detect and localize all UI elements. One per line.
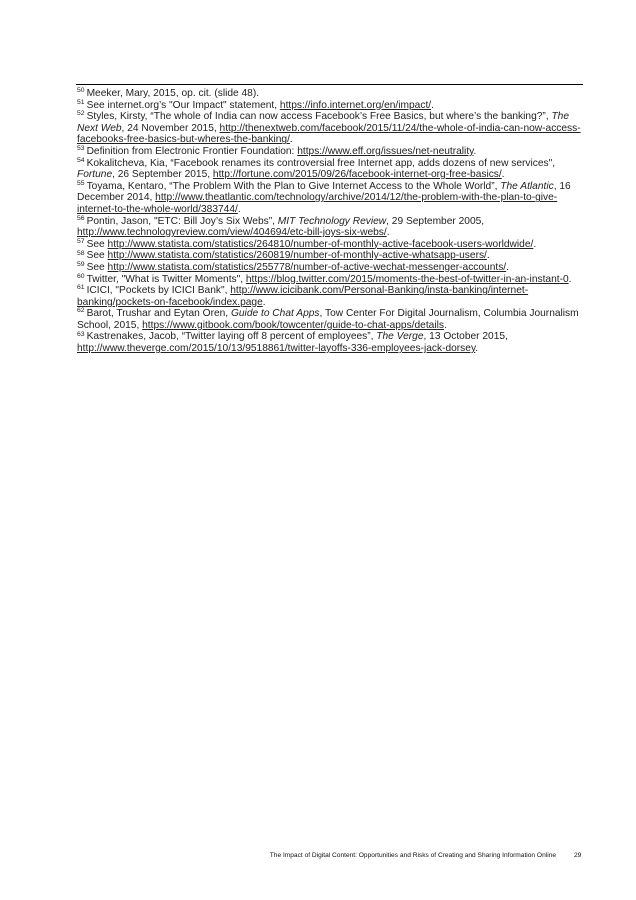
footnote-text: Styles, Kirsty, “The whole of India can now access Facebook’s Free Basics, but where’s the banking?”, (86, 111, 552, 123)
footnote-text: . (431, 99, 434, 111)
footnote-link[interactable]: https://www.eff.org/issues/net-neutrality (297, 145, 474, 157)
footnote-number: 56 (77, 214, 85, 222)
footnote-text: , 29 September 2005, (386, 215, 485, 227)
footnote-text: , Tow Center For Digital Journalism, Columbia Journalism School, 2015, (77, 308, 579, 331)
footnote-number: 50 (77, 87, 85, 95)
publication-title: The Verge (376, 331, 424, 343)
page-number: 29 (574, 852, 582, 859)
footnote-text: , 26 September 2015, (112, 169, 213, 181)
footnote-text: . (486, 250, 490, 262)
footnote-number: 52 (77, 110, 85, 118)
footnote-number: 51 (77, 98, 85, 106)
footnote-number: 53 (77, 145, 85, 153)
footnote-number: 61 (77, 284, 85, 292)
footnote-50 (77, 88, 585, 100)
footnote-text: . (473, 145, 477, 157)
footnote-52 (77, 111, 585, 146)
footnote-link[interactable]: https://www.gitbook.com/book/towcenter/guide-to-chat-apps/details (142, 319, 444, 331)
publication-title: Guide to Chat Apps (230, 308, 320, 320)
footnote-61 (77, 285, 585, 308)
footnote-63 (77, 331, 585, 354)
footnote-text: Kastrenakes, Jacob, “Twitter laying off 8 percent of employees”, (86, 331, 377, 343)
footnote-number: 54 (77, 156, 85, 164)
footnote-link[interactable]: http://www.technologyreview.com/view/404694/etc-bill-joys-six-webs/ (77, 227, 387, 239)
footnote-text: See internet.org’s "Our Impact" statement, (86, 99, 280, 111)
footnote-link[interactable]: http://thenextweb.com/facebook/2015/11/24/the-whole-of-india-can-now-access-facebooks-free-basics-but-wheres-the-banking/ (77, 122, 581, 146)
footnote-text: . (475, 343, 479, 355)
footnote-56 (77, 216, 585, 239)
footnote-text: See (86, 250, 108, 262)
footnote-text: . (386, 227, 390, 239)
footnote-55 (77, 181, 585, 216)
footnote-58 (77, 250, 585, 262)
footnote-link[interactable]: https://info.internet.org/en/impact/ (279, 99, 432, 111)
footnote-text: . (533, 238, 537, 250)
footnote-link[interactable]: http://www.statista.com/statistics/255778/number-of-active-wechat-messenger-accounts/ (107, 261, 507, 273)
footnote-text: Kokalitcheva, Kia, “Facebook renames its controversial free Internet app, adds dozens of new services", (86, 157, 556, 169)
footnote-53 (77, 146, 585, 158)
footnote-60 (77, 274, 585, 286)
running-footer-title: The Impact of Digital Content: Opportunities and Risks of Creating and Sharing Information Online (269, 852, 556, 859)
footnote-link[interactable]: http://fortune.com/2015/09/26/facebook-internet-org-free-basics/ (212, 169, 502, 181)
footnote-number: 63 (77, 330, 85, 338)
footnote-text: Twitter, "What is Twitter Moments", (86, 273, 246, 285)
footnote-62 (77, 308, 585, 331)
footnote-link[interactable]: http://www.theatlantic.com/technology/archive/2014/12/the-problem-with-the-plan-to-give-internet-to-the-whole-world/383744/ (77, 192, 558, 215)
footnote-text: . (237, 203, 241, 215)
footnote-51 (77, 100, 585, 112)
publication-title: The Atlantic (500, 180, 554, 192)
footnote-link[interactable]: http://www.statista.com/statistics/260819/number-of-monthly-active-whatsapp-users/ (107, 250, 487, 262)
footnote-text: . (568, 273, 572, 285)
footnote-text: . (501, 169, 505, 181)
footnote-link[interactable]: http://www.theverge.com/2015/10/13/9518861/twitter-layoffs-336-employees-jack-dorsey (77, 343, 476, 355)
publication-title: MIT Technology Review (277, 215, 387, 227)
footnotes-list (77, 88, 585, 355)
footnote-separator (76, 84, 583, 85)
publication-title: Fortune (77, 169, 113, 181)
footnote-text: . (443, 319, 447, 331)
footnote-57 (77, 239, 585, 251)
footnote-link[interactable]: http://www.statista.com/statistics/264810/number-of-monthly-active-facebook-users-worldwide/ (107, 238, 534, 250)
footnote-link[interactable]: http://www.icicibank.com/Personal-Banking/insta-banking/internet-banking/pockets-on-facebook/index.page (77, 285, 529, 308)
footnote-59 (77, 262, 585, 274)
footnote-number: 55 (77, 179, 85, 187)
footnote-54 (77, 158, 585, 181)
footnote-text: , 16 December 2014, (77, 180, 571, 204)
footnote-text: Meeker, Mary, 2015, op. cit. (slide 48). (86, 88, 260, 99)
footnote-number: 59 (77, 261, 85, 269)
publication-title: The Next Web (77, 111, 570, 134)
footnote-text: Barot, Trushar and Eytan Oren, (86, 308, 231, 320)
footnote-text: ICICI, "Pockets by ICICI Bank", (86, 285, 231, 297)
footnote-number: 57 (77, 237, 85, 245)
footnote-text: See (86, 238, 108, 250)
footnote-text: , 13 October 2015, (423, 331, 508, 343)
footnote-text: . (262, 296, 266, 308)
footnote-text: , 24 November 2015, (121, 122, 220, 134)
footnote-text: See (86, 261, 108, 273)
footnote-text: Toyama, Kentaro, “The Problem With the Plan to Give Internet Access to the Whole World”, (86, 180, 501, 192)
footnote-text: . (289, 134, 293, 146)
footnote-text: . (506, 261, 509, 273)
footnote-text: Definition from Electronic Frontier Foundation: (86, 145, 298, 157)
footnote-number: 62 (77, 307, 85, 315)
footnote-text: Pontin, Jason, "ETC: Bill Joy’s Six Webs”, (86, 215, 278, 227)
footnote-number: 60 (77, 272, 85, 280)
footnote-link[interactable]: https://blog.twitter.com/2015/moments-the-best-of-twitter-in-an-instant-0 (245, 273, 569, 285)
footnote-number: 58 (77, 249, 85, 257)
